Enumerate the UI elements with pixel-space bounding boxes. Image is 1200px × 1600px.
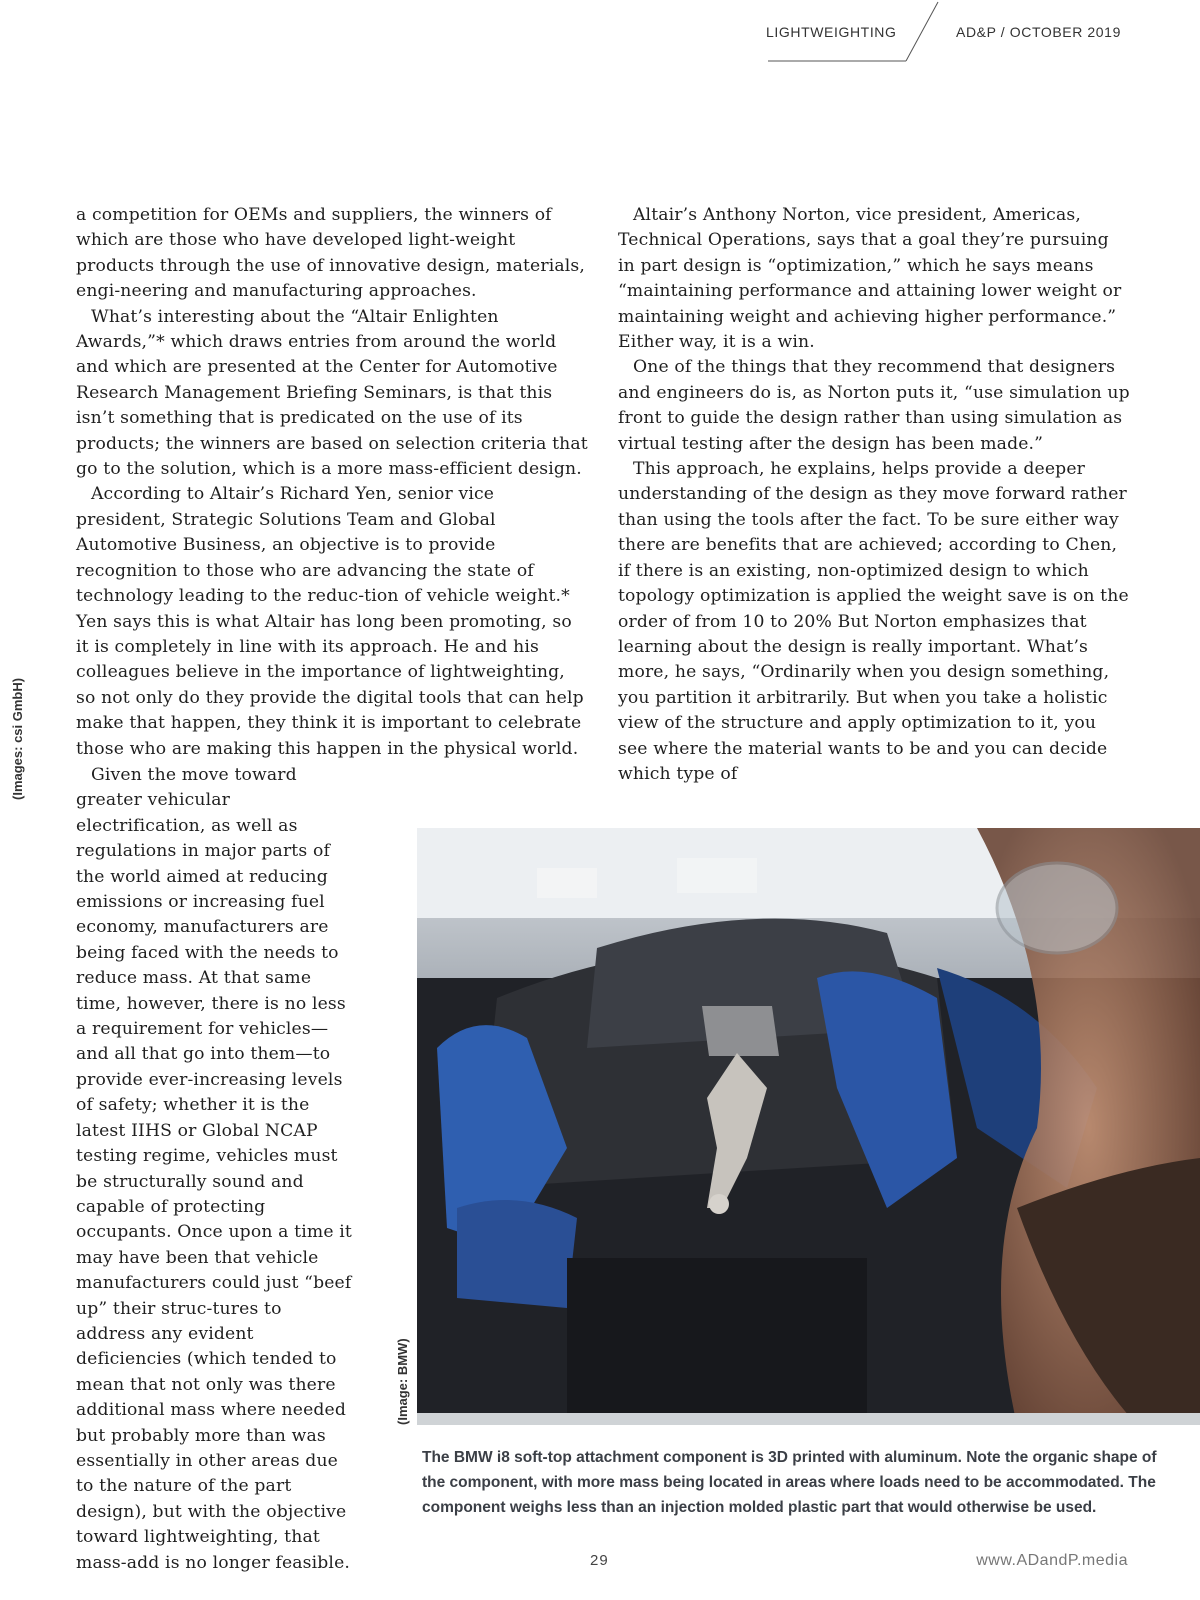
page-number: 29: [590, 1552, 609, 1569]
page-header: [0, 0, 1200, 70]
image-credit-photo: (Image: BMW): [395, 1338, 410, 1425]
issue-label: AD&P / OCTOBER 2019: [956, 24, 1121, 40]
paragraph: According to Altair’s Richard Yen, senior vice president, Strategic Solutions Team and Global Automotive Business, an objective is to provide recognition to those who are advancing the state of technology leading to the reduc-tion of vehicle weight.* Yen says this is what Altair has long been promoting, so it is completely in line with its approach. He and his colleagues believe in the importance of lightweighting, so not only do they provide the digital tools that can help make that happen, they think it is important to celebrate those who are making this happen in the physical world.: [76, 484, 584, 759]
paragraph: This approach, he explains, helps provide a deeper understanding of the design as they move forward rather than using the tools after the fact. To be sure either way there are benefits that are achieved; according to Chen, if there is an existing, non-optimized design to which topology optimization is applied the weight save is on the order of from 10 to 20% But Norton emphasizes that learning about the design is really important. What’s more, he says, “Ordinarily when you design something, you partition it arbitrarily. But when you take a holistic view of the structure and apply optimization to it, you see where the material wants to be and you can decide which type of: [618, 459, 1129, 784]
photo-caption: The BMW i8 soft-top attachment component is 3D printed with aluminum. Note the organic shape of the component, with more mass being located in areas where loads need to be accommodated. The component weighs less than an injection molded plastic part that would otherwise be used.: [422, 1449, 1157, 1516]
article-left-column: [76, 203, 588, 762]
website-url[interactable]: www.ADandP.media: [976, 1552, 1128, 1569]
image-credit-left: (Images: csi GmbH): [10, 677, 25, 800]
paragraph: Altair’s Anthony Norton, vice president, Americas, Technical Operations, says that a goal they’re pursuing in part design is “optimization,” which he says means “maintaining performance and attaining lower weight or maintaining weight and achieving higher performance.” Either way, it is a win.: [618, 205, 1122, 353]
paragraph: a competition for OEMs and suppliers, the winners of which are those who have developed light-weight products through the use of innovative design, materials, engi-neering and manufacturing approaches.: [76, 205, 586, 302]
paragraph: What’s interesting about the “Altair Enlighten Awards,”* which draws entries from around the world and which are presented at the Center for Automotive Research Management Briefing Seminars, is that this isn’t something that is predicated on the use of its products; the winners are based on selection criteria that go to the solution, which is a more mass-efficient design.: [76, 306, 588, 480]
article-left-column-narrow: [76, 763, 356, 1576]
article-right-column: [618, 203, 1130, 787]
article-photo: [417, 828, 1200, 1425]
paragraph: Given the move toward greater vehicular electrification, as well as regulations in major parts of the world aimed at reducing emissions or increasing fuel economy, manufacturers are being faced with the needs to reduce mass. At that same time, however, there is no less a requirement for vehicles—and all that go into them—to provide ever-increasing levels of safety; whether it is the latest IIHS or Global NCAP testing regime, vehicles must be structurally sound and capable of protecting occupants. Once upon a time it may have been that vehicle manufacturers could just “beef up” their struc-tures to address any evident deficiencies (which tended to mean that not only was there additional mass where needed but probably more than was essentially in other areas due to the nature of the part design), but with the objective toward lightweighting, that mass-add is no longer feasible.: [76, 765, 352, 1573]
photo-illustration: [417, 828, 1200, 1425]
paragraph: One of the things that they recommend that designers and engineers do is, as Norton puts it, “use simulation up front to guide the design rather than using simulation as virtual testing after the design has been made.”: [618, 357, 1130, 454]
section-label: LIGHTWEIGHTING: [766, 24, 897, 40]
